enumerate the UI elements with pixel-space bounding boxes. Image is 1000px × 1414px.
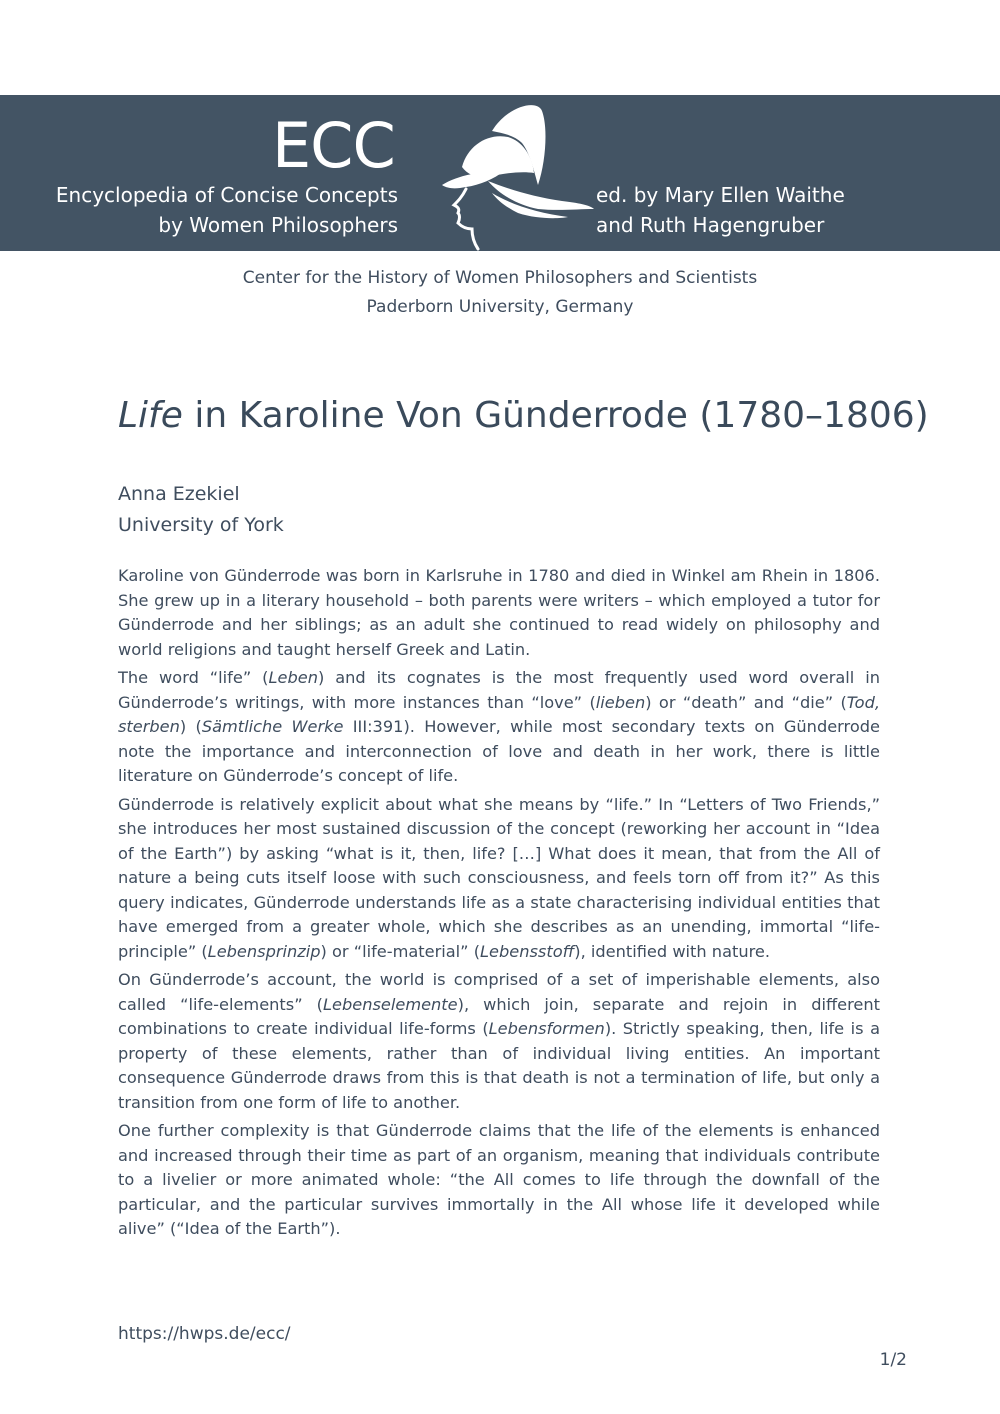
paragraph-text: The word “life” ( (118, 668, 269, 687)
article-title (118, 393, 929, 439)
institution-block (0, 264, 1000, 322)
paragraph-text: Günderrode is relatively explicit about what she means by “life.” In “Letters of Two Friends,” she introduces her most sustained discussion of the concept (reworking her account in “Idea of the Earth”) by asking “what is it, then, life? […] What does it mean, that from the All of nature a being cuts itself loose with such consciousness, and feels torn off from it?” As this query indicates, Günderrode understands life as a state characterising individual entities that have emerged from a greater whole, which she describes as an unending, immortal “life-principle” ( (118, 794, 880, 961)
author-name: Anna Ezekiel (118, 483, 240, 505)
encyclopedia-title (56, 180, 398, 240)
editors (596, 180, 845, 240)
author-affiliation: University of York (118, 514, 284, 536)
italic-term: Lebensstoff (480, 941, 575, 961)
paragraph-text: ), identified with nature. (574, 941, 770, 961)
italic-term: Lebensformen (488, 1019, 605, 1038)
article-body (118, 564, 880, 1246)
body-paragraph (118, 666, 880, 789)
italic-term: Tod, sterben (118, 692, 880, 736)
italic-term: Lebenselemente (323, 994, 458, 1014)
paragraph-text: Karoline von Günderrode was born in Karlsruhe in 1780 and died in Winkel am Rhein in 1806. She grew up in a literary household – both parents were writers – which employed a tutor for Günderrode and her siblings; as an adult she continued to read widely on philosophy and world religions and taught herself Greek and Latin. (118, 566, 880, 659)
paragraph-text: ) or “death” and “die” ( (645, 692, 847, 712)
author-block (118, 479, 284, 541)
institution-location: Paderborn University, Germany (366, 297, 634, 317)
encyclopedia-title-line1: Encyclopedia of Concise Concepts (55, 183, 398, 207)
body-paragraph (118, 564, 880, 662)
ecc-logo-text: ECC (272, 109, 395, 182)
editors-line2: and Ruth Hagengruber (596, 213, 825, 237)
header-banner (0, 95, 1000, 251)
paragraph-text: ), which join, separate and rejoin in different combinations to create individual life-forms ( (118, 994, 880, 1038)
body-paragraph (118, 968, 880, 1115)
paragraph-text: ) or “life-material” ( (320, 941, 481, 961)
body-paragraph (118, 1119, 880, 1242)
editors-line1: ed. by Mary Ellen Waithe (596, 183, 845, 207)
institution-name: Center for the History of Women Philosophers and Scientists (242, 268, 758, 288)
italic-term: Sämtliche Werke (201, 717, 344, 736)
encyclopedia-title-line2: by Women Philosophers (158, 213, 398, 237)
paragraph-text: ). Strictly speaking, then, life is a property of these elements, rather than of individual living entities. An important consequence Günderrode draws from this is that death is not a termination of life, but only a transition from one form of life to another. (118, 1019, 880, 1112)
italic-term: Leben (268, 668, 318, 687)
paragraph-text: One further complexity is that Günderrode claims that the life of the elements is enhanced and increased through their time as part of an organism, meaning that individuals contribute to a livelier or more animated whole: “the All comes to life through the downfall of the particular, and the particular survives immortally in the All whose life it developed while alive” (“Idea of the Earth”). (118, 1121, 880, 1238)
paragraph-text: III:391). However, while most secondary texts on Günderrode note the importance and interconnection of love and death in her work, there is little literature on Günderrode’s concept of life. (118, 717, 880, 785)
paragraph-text: On Günderrode’s account, the world is comprised of a set of imperishable elements, also called “life-elements” ( (118, 970, 880, 1014)
footer-url[interactable]: https://hwps.de/ecc/ (118, 1324, 291, 1344)
article-title-rest: in Karoline Von Günderrode (1780–1806) (182, 395, 929, 436)
italic-term: Lebensprinzip (207, 941, 321, 961)
page-number: 1/2 (879, 1350, 907, 1370)
italic-term: lieben (595, 692, 646, 712)
paragraph-text: ) ( (179, 717, 202, 736)
body-paragraph (118, 793, 880, 965)
article-title-italic: Life (118, 395, 183, 436)
athena-helmet-icon (438, 101, 596, 251)
paragraph-text: ) and its cognates is the most frequently used word overall in Günderrode’s writings, with more instances than “love” ( (118, 668, 880, 712)
